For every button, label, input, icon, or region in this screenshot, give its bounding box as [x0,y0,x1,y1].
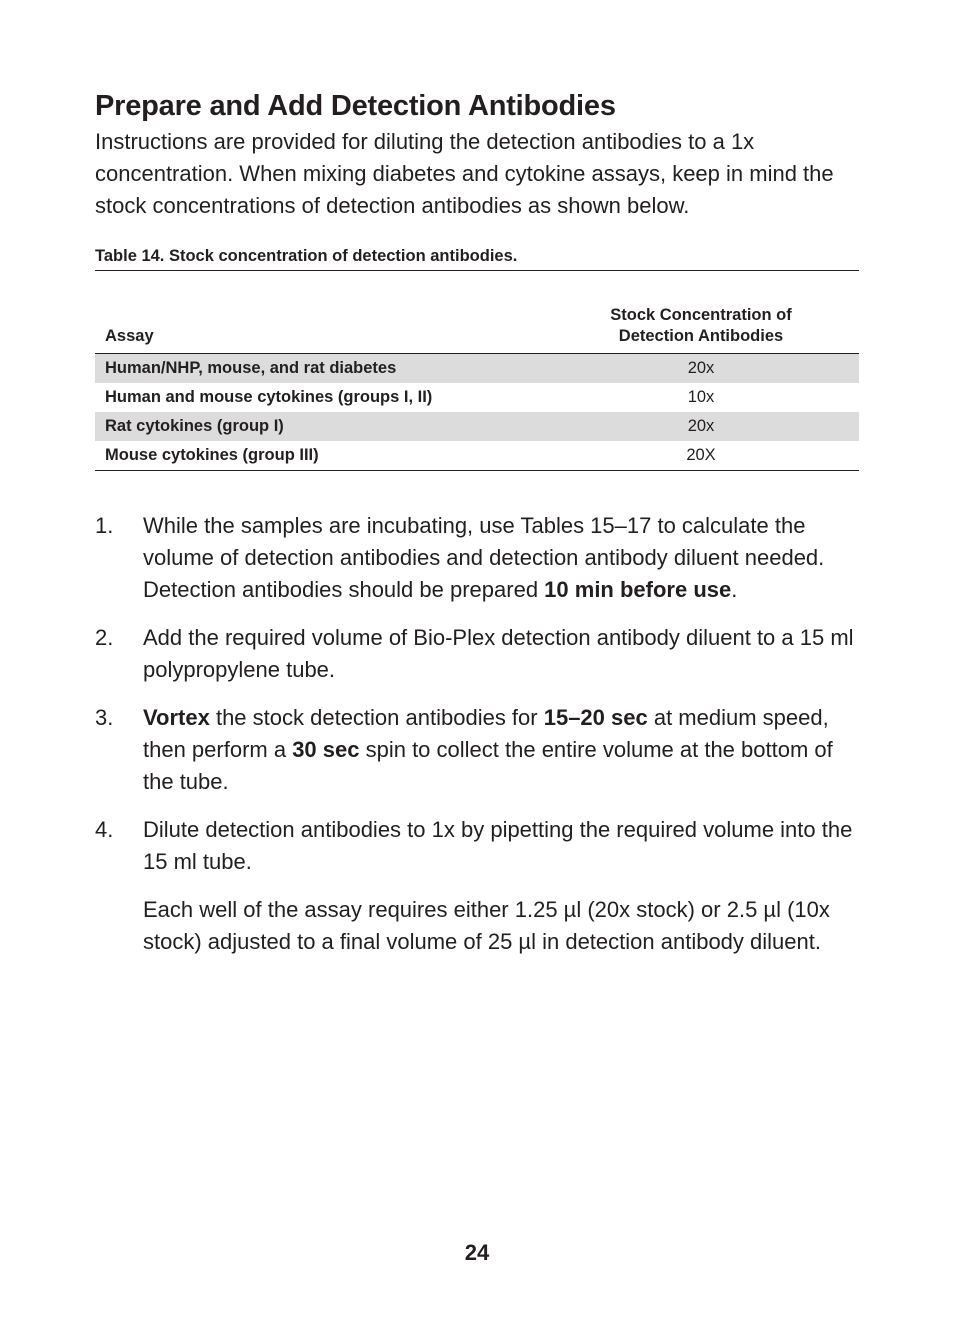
page-number: 24 [464,1240,490,1265]
step-text: Dilute detection antibodies to 1x by pipetting the required volume into the 15 ml tube. [143,817,853,874]
step-emphasis: Vortex [143,705,210,730]
step-emphasis: 15–20 sec [543,705,648,730]
table-caption: Table 14. Stock concentration of detection antibodies. [95,245,859,271]
concentration-cell: 10x [687,388,715,406]
step-text: Add the required volume of Bio-Plex detection antibody diluent to a 15 ml polypropylene tube. [143,625,854,682]
assay-column-header: Assay [95,271,543,354]
step-text-part: While the samples are incubating, use Tables 15–17 to calculate the volume of detection antibodies and detection antibody diluent needed. Detection antibodies should be prepared [143,513,825,602]
step-1 [95,510,859,606]
step-emphasis: 30 sec [292,737,360,762]
document-page [95,88,859,974]
step-text-part: . [731,577,738,602]
step-number: 4. [95,817,114,842]
table-row [95,354,859,384]
step-2 [95,622,859,686]
assay-cell: Human/NHP, mouse, and rat diabetes [95,354,543,384]
table-row [95,383,859,412]
procedure-steps [95,510,859,958]
concentration-header-line2: Detection Antibodies [618,327,784,345]
concentration-cell: 20x [543,412,859,441]
concentration-column-header [543,271,859,354]
step-text-part: at medium speed, then perform a [143,705,829,762]
assay-cell: Human and mouse cytokines (groups I, II) [105,388,433,406]
step-number: 1. [95,513,114,538]
concentration-header-line1: Stock Concentration of [610,306,792,324]
step-text-part: the stock detection antibodies for [209,705,544,730]
concentration-cell: 20x [543,354,859,384]
table-row [95,441,859,471]
table-row [95,412,859,441]
step-text-part: spin to collect the entire volume at the bottom of the tube. [143,737,833,794]
step-note: Each well of the assay requires either 1.25 µl (20x stock) or 2.5 µl (10x stock) adjusted to a final volume of 25 µl in detection antibody diluent. [143,897,830,954]
intro-paragraph: Instructions are provided for diluting the detection antibodies to a 1x concentration. When mixing diabetes and cytokine assays, keep in mind the stock concentrations of detection antibodies as shown below. [95,129,834,218]
concentration-cell: 20X [543,441,859,471]
step-emphasis: 10 min before use [544,577,732,602]
step-number: 3. [95,705,114,730]
step-3 [95,702,859,798]
step-text [143,510,859,606]
table-header-row [95,271,859,354]
assay-cell: Mouse cytokines (group III) [95,441,543,471]
assay-cell: Rat cytokines (group I) [95,412,543,441]
section-heading: Prepare and Add Detection Antibodies [95,90,616,122]
stock-concentration-table [95,271,859,471]
step-text [143,702,859,798]
step-4 [95,814,859,958]
step-number: 2. [95,625,114,650]
